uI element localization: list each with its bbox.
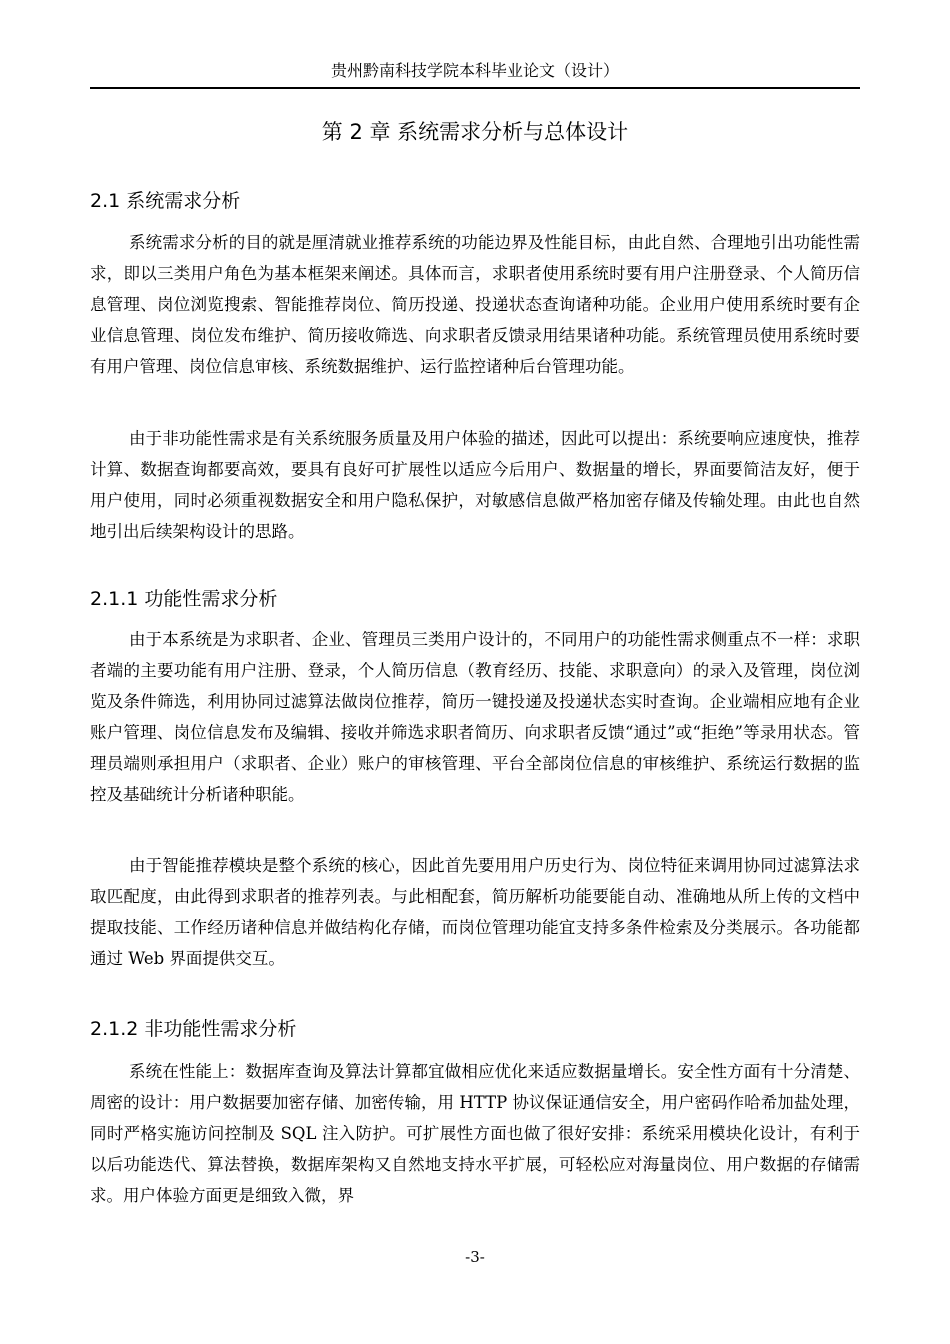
page-header: 贵州黔南科技学院本科毕业论文（设计） [90,60,860,89]
section-heading-2-1: 2.1 系统需求分析 [90,190,241,212]
page-number: -3- [465,1248,485,1266]
section-heading-2-1-2: 2.1.2 非功能性需求分析 [90,1018,297,1040]
body-paragraph: 由于非功能性需求是有关系统服务质量及用户体验的描述，因此可以提出：系统要响应速度快，推荐计算、数据查询都要高效，要具有良好可扩展性以适应今后用户、数据量的增长，界面要简洁友好，便于用户使用，同时必须重视数据安全和用户隐私保护，对敏感信息做严格加密存储及传输处理。由此也自然地引出后续架构设计的思路。 [90,429,860,541]
body-paragraph: 系统需求分析的目的就是厘清就业推荐系统的功能边界及性能目标，由此自然、合理地引出功能性需求，即以三类用户角色为基本框架来阐述。具体而言，求职者使用系统时要有用户注册登录、个人简历信息管理、岗位浏览搜索、智能推荐岗位、简历投递、投递状态查询诸种功能。企业用户使用系统时要有企业信息管理、岗位发布维护、简历接收筛选、向求职者反馈录用结果诸种功能。系统管理员使用系统时要有用户管理、岗位信息审核、系统数据维护、运行监控诸种后台管理功能。 [90,233,860,376]
body-paragraph: 系统在性能上：数据库查询及算法计算都宜做相应优化来适应数据量增长。安全性方面有十分清楚、周密的设计：用户数据要加密存储、加密传输，用 HTTP 协议保证通信安全，用户密码作哈希加盐处理，同时严格实施访问控制及 SQL 注入防护。可扩展性方面也做了很好安排：系统采用模块化设计，有利于以后功能迭代、算法替换，数据库架构又自然地支持水平扩展，可轻松应对海量岗位、用户数据的存储需求。用户体验方面更是细致入微，界 [90,1062,860,1205]
chapter-title: 第 2 章 系统需求分析与总体设计 [321,120,629,144]
body-paragraph: 由于本系统是为求职者、企业、管理员三类用户设计的，不同用户的功能性需求侧重点不一样：求职者端的主要功能有用户注册、登录，个人简历信息（教育经历、技能、求职意向）的录入及管理，岗位浏览及条件筛选，利用协同过滤算法做岗位推荐，简历一键投递及投递状态实时查询。企业端相应地有企业账户管理、岗位信息发布及编辑、接收并筛选求职者简历、向求职者反馈“通过”或“拒绝”等录用状态。管理员端则承担用户（求职者、企业）账户的审核管理、平台全部岗位信息的审核维护、系统运行数据的监控及基础统计分析诸种职能。 [90,630,860,804]
body-paragraph: 由于智能推荐模块是整个系统的核心，因此首先要用用户历史行为、岗位特征来调用协同过滤算法求取匹配度，由此得到求职者的推荐列表。与此相配套，简历解析功能要能自动、准确地从所上传的文档中提取技能、工作经历诸种信息并做结构化存储，而岗位管理功能宜支持多条件检索及分类展示。各功能都通过 Web 界面提供交互。 [90,856,860,968]
section-heading-2-1-1: 2.1.1 功能性需求分析 [90,588,278,610]
